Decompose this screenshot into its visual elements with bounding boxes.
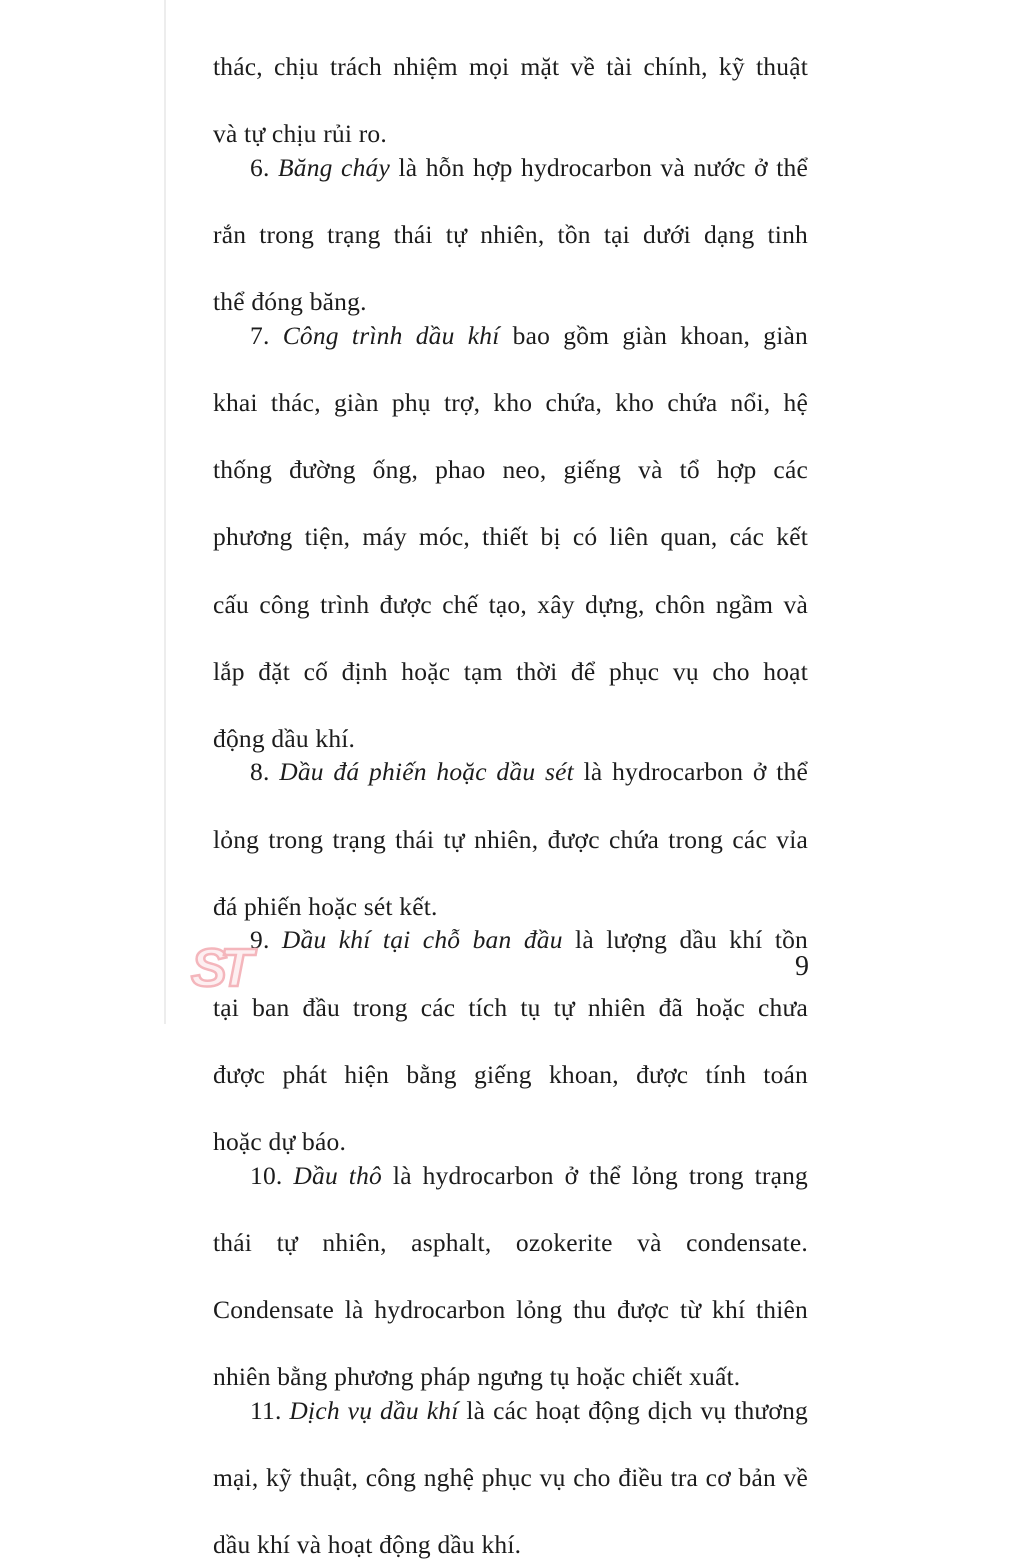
- body-text: [213, 50, 808, 1562]
- text-segment: thái tự nhiên, asphalt, ozokerite và condensate.: [213, 1227, 808, 1257]
- text-segment: đá phiến hoặc sét kết.: [213, 891, 438, 921]
- text-segment: hoặc dự báo.: [213, 1127, 347, 1156]
- text-line: [213, 50, 808, 117]
- text-line: [213, 890, 808, 924]
- text-segment: là các hoạt động dịch vụ thương: [458, 1395, 809, 1425]
- text-line: [213, 151, 808, 218]
- text-line: [213, 991, 808, 1058]
- text-line: [213, 386, 808, 453]
- paragraph: [213, 151, 808, 319]
- paragraph: [213, 1159, 808, 1394]
- paragraph: [213, 923, 808, 1158]
- text-line: [213, 588, 808, 655]
- text-segment: tại ban đầu trong các tích tụ tự nhiên đã hoặc chưa: [213, 992, 808, 1022]
- text-segment: thể đóng băng.: [213, 287, 367, 317]
- defined-term: Băng cháy: [277, 152, 390, 182]
- text-segment: bao gồm giàn khoan, giàn: [499, 320, 808, 350]
- text-line: [213, 1394, 808, 1461]
- text-segment: là lượng dầu khí tồn: [562, 925, 809, 955]
- text-segment: 8.: [250, 757, 280, 787]
- paragraph: [213, 755, 808, 923]
- text-line: [213, 117, 808, 151]
- text-segment: rắn trong trạng thái tự nhiên, tồn tại dưới dạng tinh: [213, 219, 808, 249]
- text-segment: và tự chịu rủi ro.: [213, 119, 387, 149]
- defined-term: Công trình dầu khí: [282, 320, 500, 350]
- text-segment: động dầu khí.: [213, 723, 356, 753]
- paragraph: [213, 319, 808, 756]
- text-line: [213, 823, 808, 890]
- page-number: 9: [795, 951, 809, 982]
- text-line: [213, 285, 808, 319]
- text-line: [213, 1058, 808, 1125]
- text-line: [213, 1528, 808, 1562]
- text-segment: 6.: [250, 152, 278, 182]
- text-line: [213, 722, 808, 756]
- text-segment: nhiên bằng phương pháp ngưng tụ hoặc chiết xuất.: [213, 1362, 741, 1392]
- text-segment: 9.: [250, 925, 282, 955]
- text-line: [213, 1226, 808, 1293]
- text-segment: thống đường ống, phao neo, giếng và tổ hợp các: [213, 455, 808, 485]
- text-line: [213, 1360, 808, 1394]
- paragraph: [213, 50, 808, 151]
- text-segment: được phát hiện bằng giếng khoan, được tính toán: [213, 1059, 808, 1089]
- text-segment: lắp đặt cố định hoặc tạm thời để phục vụ cho hoạt: [213, 656, 808, 686]
- text-line: [213, 218, 808, 285]
- text-segment: Condensate là hydrocarbon lỏng thu được từ khí thiên: [213, 1294, 808, 1324]
- text-segment: mại, kỹ thuật, công nghệ phục vụ cho điều tra cơ bản về: [213, 1462, 808, 1492]
- text-segment: phương tiện, máy móc, thiết bị có liên quan, các kết: [213, 522, 808, 552]
- text-segment: 10.: [250, 1160, 294, 1190]
- text-segment: 11.: [250, 1395, 290, 1425]
- text-line: [213, 319, 808, 386]
- defined-term: Dịch vụ dầu khí: [289, 1395, 459, 1425]
- text-segment: thác, chịu trách nhiệm mọi mặt về tài chính, kỹ thuật: [213, 52, 808, 81]
- text-segment: là hỗn hợp hydrocarbon và nước ở thể: [390, 152, 808, 182]
- defined-term: Dầu thô: [293, 1160, 382, 1190]
- st-watermark-logo: ST: [191, 938, 247, 998]
- text-segment: khai thác, giàn phụ trợ, kho chứa, kho chứa nổi, hệ: [213, 387, 808, 417]
- text-line: [213, 655, 808, 722]
- text-line: [213, 1293, 808, 1360]
- text-segment: là hydrocarbon ở thể lỏng trong trạng: [382, 1160, 808, 1190]
- page-edge-line: [164, 0, 166, 1024]
- text-segment: dầu khí và hoạt động dầu khí.: [213, 1530, 522, 1560]
- text-line: [213, 755, 808, 822]
- defined-term: Dầu đá phiến hoặc dầu sét: [279, 757, 574, 787]
- text-segment: 7.: [250, 320, 283, 350]
- text-line: [213, 1125, 808, 1159]
- text-line: [213, 1461, 808, 1528]
- paragraph: [213, 1394, 808, 1562]
- text-line: [213, 520, 808, 587]
- text-segment: là hydrocarbon ở thể: [573, 757, 808, 787]
- defined-term: Dầu khí tại chỗ ban đầu: [281, 925, 563, 955]
- text-segment: lỏng trong trạng thái tự nhiên, được chứa trong các vỉa: [213, 824, 808, 854]
- text-line: [213, 453, 808, 520]
- text-line: [213, 1159, 808, 1226]
- text-line: [213, 923, 808, 990]
- text-segment: cấu công trình được chế tạo, xây dựng, chôn ngầm và: [213, 589, 808, 619]
